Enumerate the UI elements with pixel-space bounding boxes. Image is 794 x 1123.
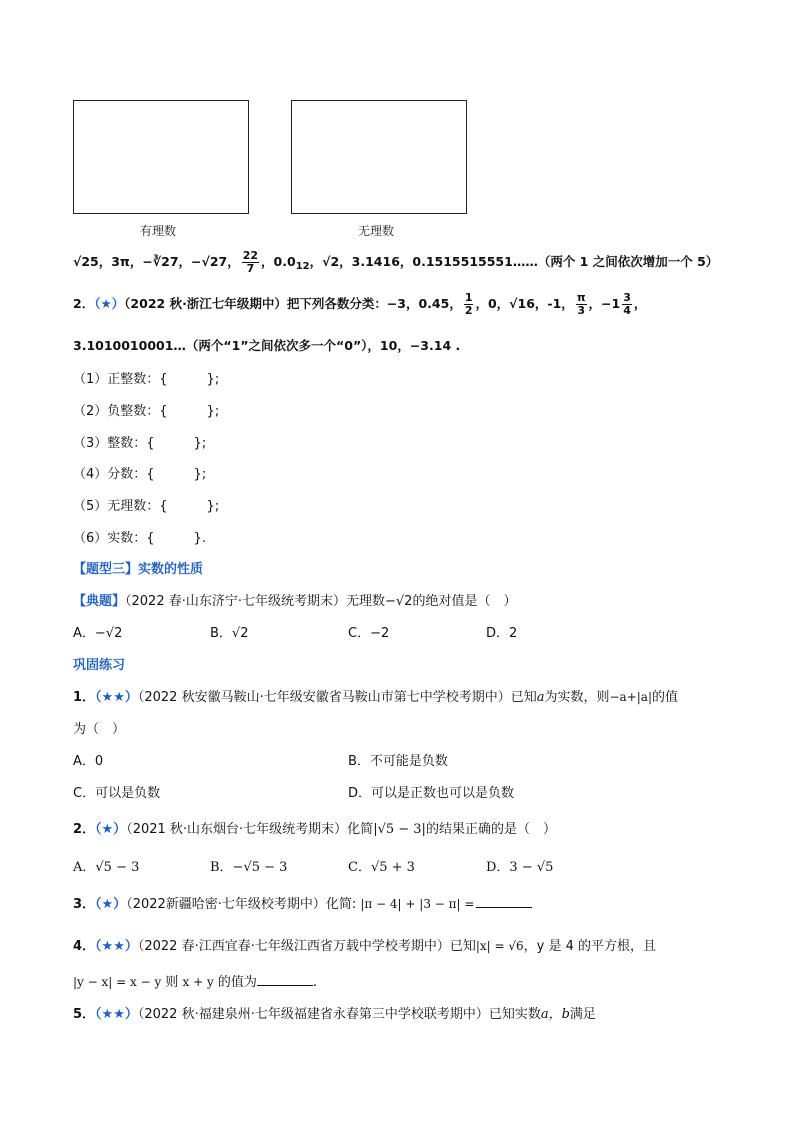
p3-difficulty: （★） xyxy=(95,897,127,912)
p3-line xyxy=(73,893,532,912)
p3-text: （2022新疆哈密·七年级校考期中）化简: xyxy=(126,897,357,912)
p1-line2: 为（ ） xyxy=(73,722,126,737)
rational-caption: 有理数 xyxy=(140,224,177,238)
p4-expr2: |y − x| = x − y xyxy=(73,975,162,989)
q2-item-2: （2）负整数：{ }; xyxy=(73,404,220,419)
section-title: 【题型三】实数的性质 xyxy=(73,562,204,577)
p5-text: （2022 秋·福建泉州·七年级福建省永春第三中学校联考期中）已知实数 xyxy=(137,1007,541,1022)
p4-line1 xyxy=(73,935,656,954)
irrational-box xyxy=(291,100,467,214)
p4-expr3: x + y xyxy=(182,975,214,989)
p1-expr: −a+|a| xyxy=(609,690,653,704)
fraction-1-2: $\frac{1}{2}$ xyxy=(464,291,473,317)
example-option-c: C．−2 xyxy=(348,626,390,641)
example-option-b: B．√2 xyxy=(210,626,249,641)
p3-answer-blank xyxy=(476,907,532,908)
q2-difficulty: （★） xyxy=(94,296,125,311)
p4-difficulty: （★★） xyxy=(95,939,138,954)
p1-option-b: B．不可能是负数 xyxy=(348,754,448,769)
example-option-d: D．2 xyxy=(486,626,518,641)
numbers-text-2: ，0.0 xyxy=(261,254,296,269)
p1-text3: 的值 xyxy=(652,690,679,705)
p1-number: 1． xyxy=(73,690,96,705)
p1-text2: 为实数，则 xyxy=(544,690,610,705)
numbers-line xyxy=(73,250,718,275)
p4-line2 xyxy=(73,971,317,990)
p1-difficulty: （★★） xyxy=(95,690,138,705)
p4-text4: 的值为 xyxy=(213,975,257,990)
p1-var: a xyxy=(536,690,545,705)
q2-text-b: ，−1 xyxy=(588,296,621,311)
irrational-caption: 无理数 xyxy=(358,224,395,238)
q2-item-1: （1）正整数：{ }; xyxy=(73,372,220,387)
q2-item-4: （4）分数：{ }; xyxy=(73,467,207,482)
q2-number: 2． xyxy=(73,296,95,311)
p2-text: （2021 秋·山东烟台·七年级统考期末）化简 xyxy=(126,822,374,837)
p4-text: （2022 春·江西宜春·七年级江西省万载中学校考期中）已知 xyxy=(137,939,476,954)
p3-number: 3． xyxy=(73,897,96,912)
p2-expr: |√5 − 3| xyxy=(373,822,426,837)
example-text: （2022 春·山东济宁·七年级统考期末）无理数−√2的绝对值是（ ） xyxy=(125,594,517,609)
p4-text2: ，y 是 4 的平方根，且 xyxy=(523,939,657,954)
p1-line1 xyxy=(73,686,678,705)
p5-line1 xyxy=(73,1003,596,1022)
p1-option-a: A．0 xyxy=(73,754,104,769)
rational-box xyxy=(73,100,249,214)
p4-text3: 则 xyxy=(161,975,183,990)
q2-item-6: （6）实数：{ }. xyxy=(73,531,206,546)
p2-text2: 的结果正确的是（ ） xyxy=(425,822,556,837)
p4-answer-blank xyxy=(257,985,313,986)
p2-line1 xyxy=(73,818,556,837)
p2-option-b: B．−√5 − 3 xyxy=(210,860,288,875)
p5-number: 5． xyxy=(73,1007,96,1022)
q2-item-3: （3）整数：{ }; xyxy=(73,436,207,451)
q2-line2: 3.1010010001…（两个“1”之间依次多一个“0”），10，−3.14 . xyxy=(73,338,461,353)
p5-vars: a，b xyxy=(540,1007,570,1022)
p4-expr1: |x| = √6 xyxy=(475,939,524,953)
practice-title: 巩固练习 xyxy=(73,658,126,673)
p4-end: . xyxy=(312,975,318,990)
q2-line1 xyxy=(73,292,646,317)
q2-text-c: ， xyxy=(633,296,647,311)
fraction-pi-3: $\frac{\pi}{3}$ xyxy=(576,291,586,317)
q2-text-a: ，0，√16，-1， xyxy=(475,296,574,311)
p3-expr: |π − 4| + |3 − π| = xyxy=(360,897,475,911)
q2-source: （2022 秋·浙江七年级期中）把下列各数分类：−3，0.45， xyxy=(124,296,462,311)
p2-option-d: D．3 − √5 xyxy=(486,860,554,875)
numbers-text-3: ，√2，3.1416，0.1515515551……（两个 1 之间依次增加一个 5） xyxy=(309,254,719,269)
p1-option-c: C．可以是负数 xyxy=(73,786,161,801)
p2-number: 2． xyxy=(73,822,96,837)
p5-difficulty: （★★） xyxy=(95,1007,138,1022)
p4-number: 4． xyxy=(73,939,96,954)
p1-text: （2022 秋安徽马鞍山·七年级安徽省马鞍山市第七中学校考期中）已知 xyxy=(137,690,537,705)
example-question xyxy=(73,590,516,609)
example-tag: 【典题】 xyxy=(73,594,126,609)
p2-option-a: A．√5 − 3 xyxy=(73,860,140,875)
p2-option-c: C．√5 + 3 xyxy=(348,860,415,875)
fraction-22-7: $\frac{22}{7}$ xyxy=(242,249,259,275)
repeating-digits: 12 xyxy=(295,261,310,272)
p1-option-d: D．可以是正数也可以是负数 xyxy=(348,786,515,801)
p5-text2: 满足 xyxy=(569,1007,596,1022)
q2-item-5: （5）无理数：{ }; xyxy=(73,499,220,514)
fraction-3-4: $\frac{3}{4}$ xyxy=(623,291,631,317)
numbers-text-1: √25，3π，−∛27，−√27， xyxy=(73,254,240,269)
p2-difficulty: （★） xyxy=(95,822,127,837)
example-option-a: A．−√2 xyxy=(73,626,123,641)
